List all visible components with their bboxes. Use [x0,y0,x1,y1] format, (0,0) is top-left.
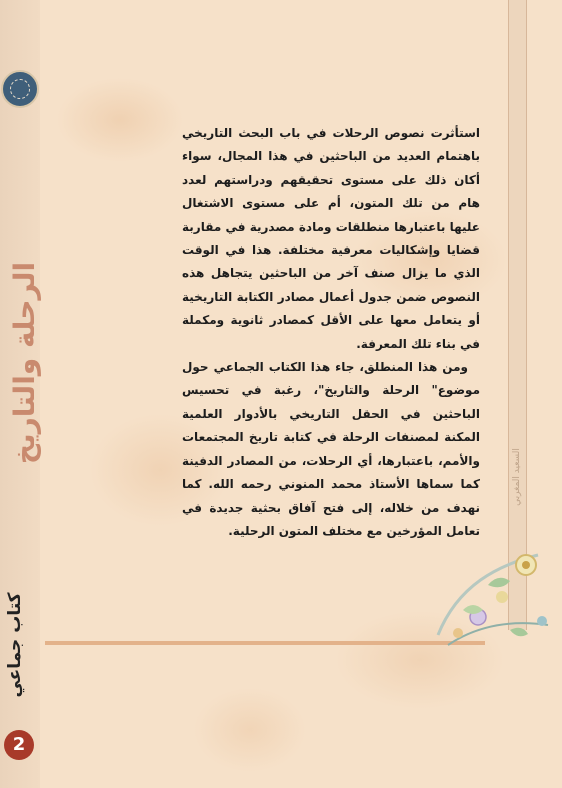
seal-ring [10,79,30,99]
floral-ornament-icon [418,525,562,665]
ornamental-seal-icon [1,70,39,108]
paragraph-2: ومن هذا المنطلق، جاء هذا الكتاب الجماعي حول موضوع" الرحلة والتاريخ"، رغبة في تحسيس الباحثين في الحقل التاريخي بالأدوار العلمية المكنة لمصنفات الرحلة في كتابة تاريخ المجتمعات والأمم، باعتبارها، أي الرحلات، من المصادر الدفينة كما سماها الأستاذ محمد المنوني رحمه الله. كما نهدف من خلاله، إلى فتح آفاق بحثية جديدة في تعامل المؤرخين مع مختلف المتون الرحلية. [182,360,480,538]
main-text-block [182,122,480,543]
paragraph-1: استأثرت نصوص الرحلات في باب البحث التاريخي باهتمام العديد من الباحثين في هذا المجال، سواء أكان ذلك على مستوى تحقيقهم ودراستهم لعدد هام من تلك المتون، أم على مستوى الاشتغال عليها باعتبارها منطلقات ومادة مصدرية في مقاربة قضايا وإشكاليات معرفية مختلفة. هذا في الوقت الذي ما يزال صنف آخر من الباحثين يتجاهل هذه النصوص ضمن جدول أعمال مصادر الكتابة التاريخية أو يتعامل معها على الأقل كمصادر ثانوية ومكملة في بناء تلك المعرفة. [182,126,480,351]
right-band-label: السعيد المغربي [512,448,522,506]
series-label-vertical: كتاب جماعي [5,592,25,698]
book-title-vertical: الرحلة والتاريخ [8,261,41,465]
page-number-badge: 2 [4,730,34,760]
